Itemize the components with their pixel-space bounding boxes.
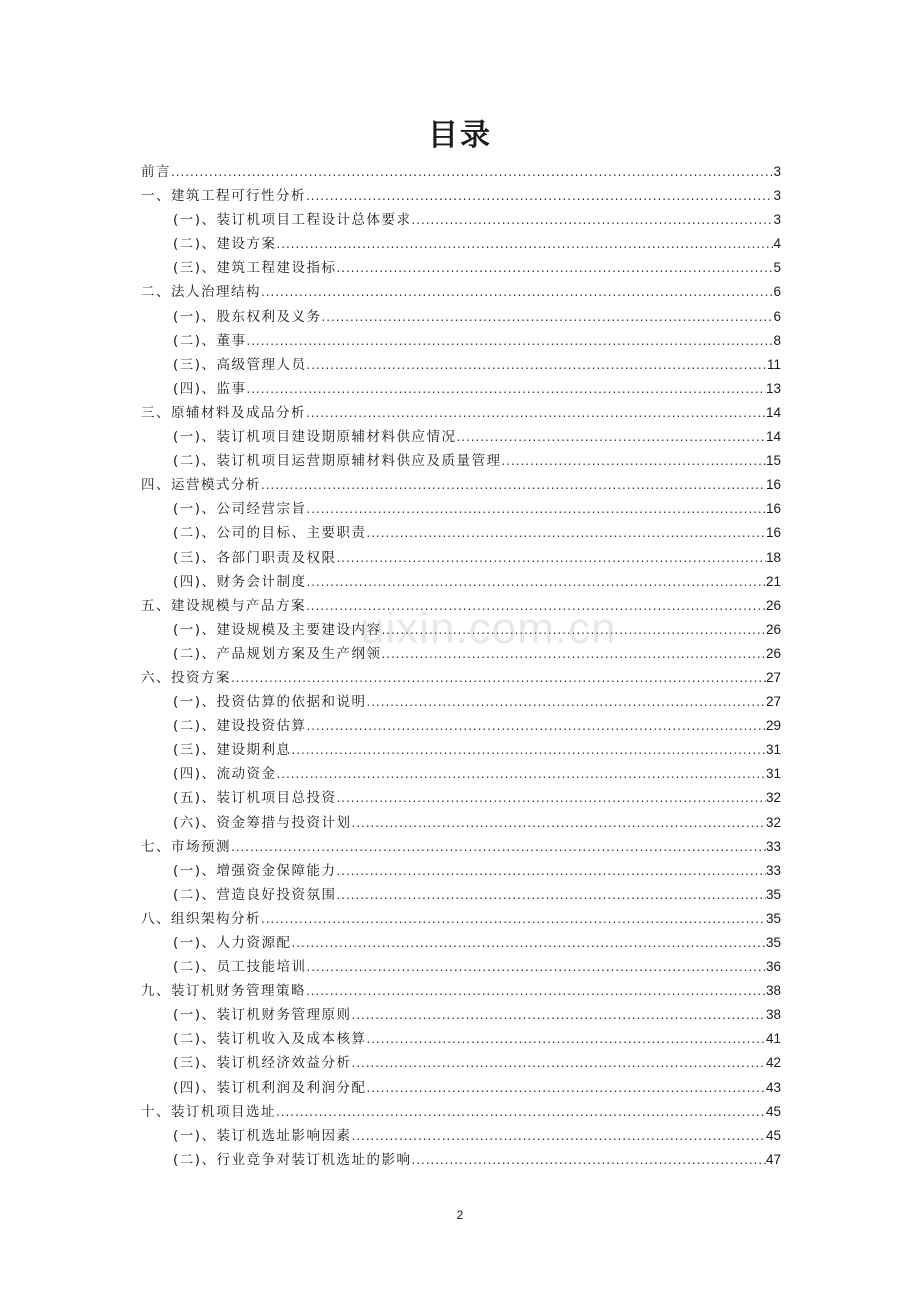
toc-dot-leader [261,473,766,497]
toc-entry[interactable] [141,690,781,714]
toc-entry-page: 41 [765,1031,781,1047]
toc-entry[interactable] [141,1076,781,1100]
toc-entry[interactable] [141,738,781,762]
toc-entry-label: 三、原辅材料及成品分析 [141,404,306,421]
toc-entry-label: (二)、公司的目标、主要职责 [173,525,367,542]
toc-dot-leader [307,570,766,594]
toc-entry-page: 38 [765,983,781,999]
toc-dot-leader [352,1124,766,1148]
toc-entry-page: 16 [765,525,781,541]
toc-dot-leader [382,642,766,666]
page-title: 目录 [428,118,492,153]
toc-dot-leader [457,425,766,449]
toc-dot-leader [337,883,766,907]
toc-entry-page: 3 [773,212,781,228]
toc-entry-label: (二)、员工技能培训 [173,959,307,976]
toc-entry[interactable] [141,401,781,425]
toc-entry[interactable] [141,762,781,786]
toc-entry[interactable] [141,184,781,208]
toc-entry-label: 七、市场预测 [141,838,231,855]
toc-dot-leader [261,280,773,304]
toc-entry-label: (一)、装订机项目建设期原辅材料供应情况 [173,429,457,446]
toc-entry-label: (三)、建筑工程建设指标 [173,260,337,277]
toc-dot-leader [502,449,766,473]
toc-entry-label: 九、装订机财务管理策略 [141,983,306,1000]
toc-entry-page: 29 [765,718,781,734]
toc-entry-page: 31 [765,742,781,758]
toc-entry-label: (二)、装订机项目运营期原辅材料供应及质量管理 [173,453,502,470]
toc-entry[interactable] [141,1003,781,1027]
toc-dot-leader [292,738,766,762]
toc-dot-leader [231,666,766,690]
toc-entry[interactable] [141,618,781,642]
toc-dot-leader [307,714,766,738]
toc-dot-leader [367,1076,766,1100]
toc-entry-page: 43 [765,1079,781,1095]
toc-entry-label: 六、投资方案 [141,669,231,686]
toc-entry[interactable] [141,835,781,859]
toc-dot-leader [292,931,766,955]
toc-entry[interactable] [141,232,781,256]
toc-entry[interactable] [141,280,781,304]
toc-dot-leader [337,546,766,570]
toc-dot-leader [367,1027,766,1051]
toc-entry-page: 47 [765,1151,781,1167]
toc-entry-page: 26 [765,645,781,661]
toc-dot-leader [352,1051,766,1075]
toc-dot-leader [276,1100,766,1124]
toc-entry-page: 31 [765,766,781,782]
toc-entry-label: 一、建筑工程可行性分析 [141,188,306,205]
toc-entry-label: (一)、公司经营宗旨 [173,501,307,518]
toc-entry-label: (二)、装订机收入及成本核算 [173,1031,367,1048]
toc-entry-label: (一)、人力资源配 [173,935,292,951]
toc-dot-leader [306,979,766,1003]
toc-entry-label: 四、运营模式分析 [141,477,261,494]
toc-entry-label: (二)、产品规划方案及生产纲领 [173,645,382,662]
toc-entry[interactable] [141,425,781,449]
toc-entry[interactable] [141,714,781,738]
toc-entry[interactable] [141,931,781,955]
toc-entry[interactable] [141,883,781,907]
toc-entry-label: (四)、流动资金 [173,766,277,783]
toc-entry-page: 3 [773,188,781,204]
toc-entry-label: (一)、投资估算的依据和说明 [173,694,367,711]
toc-dot-leader [307,353,767,377]
toc-entry-label: (五)、装订机项目总投资 [173,790,337,807]
toc-entry-label: 八、组织架构分析 [141,910,261,927]
toc-dot-leader [307,955,766,979]
toc-entry-page: 33 [765,838,781,854]
toc-dot-leader [322,305,774,329]
toc-entry[interactable] [141,1124,781,1148]
toc-entry-page: 33 [765,862,781,878]
toc-entry[interactable] [141,1100,781,1124]
toc-entry-label: (四)、监事 [173,380,247,397]
toc-entry-page: 4 [773,236,781,252]
toc-entry-page: 5 [773,260,781,276]
toc-entry-page: 26 [765,597,781,613]
toc-entry-page: 45 [765,1103,781,1119]
toc-entry-page: 18 [765,549,781,565]
toc-entry-label: (一)、增强资金保障能力 [173,862,337,879]
table-of-contents [141,160,781,1172]
toc-entry-page: 6 [773,284,781,300]
toc-dot-leader [306,594,766,618]
toc-entry-page: 11 [766,356,781,372]
toc-entry-page: 16 [765,501,781,517]
toc-dot-leader [277,762,766,786]
toc-entry[interactable] [141,497,781,521]
toc-entry-page: 26 [765,621,781,637]
toc-entry[interactable] [141,955,781,979]
toc-entry-label: (一)、股东权利及义务 [173,308,322,325]
toc-dot-leader [247,329,774,353]
toc-entry[interactable] [141,1051,781,1075]
toc-entry[interactable] [141,353,781,377]
toc-dot-leader [231,835,766,859]
toc-entry-page: 8 [773,332,781,348]
toc-entry-label: (三)、装订机经济效益分析 [173,1055,352,1072]
toc-entry-page: 38 [765,1007,781,1023]
toc-entry-page: 21 [765,573,781,589]
toc-entry-label: (一)、装订机财务管理原则 [173,1007,352,1024]
toc-entry-page: 35 [765,886,781,902]
toc-dot-leader [261,907,766,931]
toc-entry[interactable] [141,160,781,184]
toc-entry-page: 15 [765,453,781,469]
toc-entry[interactable] [141,786,781,810]
toc-entry[interactable] [141,907,781,931]
toc-entry-label: (四)、装订机利润及利润分配 [173,1079,367,1096]
toc-dot-leader [307,497,766,521]
toc-entry-label: 五、建设规模与产品方案 [141,597,306,614]
toc-dot-leader [412,208,774,232]
toc-entry[interactable] [141,546,781,570]
toc-dot-leader [352,811,766,835]
page-number: 2 [456,1208,464,1222]
toc-dot-leader [247,377,766,401]
toc-entry-page: 14 [765,404,781,420]
toc-entry-label: (六)、资金筹措与投资计划 [173,814,352,831]
toc-entry-label: (三)、建设期利息 [173,742,292,759]
toc-entry-label: (三)、高级管理人员 [173,356,307,373]
toc-entry-page: 27 [765,694,781,710]
toc-dot-leader [337,859,766,883]
toc-dot-leader [277,232,774,256]
toc-entry[interactable] [141,305,781,329]
toc-entry[interactable] [141,666,781,690]
toc-dot-leader [367,690,766,714]
toc-entry[interactable] [141,979,781,1003]
toc-entry-label: (四)、财务会计制度 [173,573,307,590]
toc-entry[interactable] [141,473,781,497]
toc-entry[interactable] [141,521,781,545]
toc-entry[interactable] [141,256,781,280]
toc-entry-page: 35 [765,910,781,926]
toc-entry-page: 35 [765,935,781,950]
toc-entry[interactable] [141,208,781,232]
toc-entry-page: 27 [765,669,781,685]
toc-entry[interactable] [141,594,781,618]
toc-dot-leader [412,1148,766,1172]
toc-dot-leader [352,1003,766,1027]
toc-dot-leader [337,786,766,810]
toc-entry-page: 32 [765,790,781,806]
toc-entry-label: (二)、建设投资估算 [173,718,307,735]
toc-entry[interactable] [141,1027,781,1051]
toc-entry-page: 6 [773,308,781,324]
toc-entry-label: (二)、营造良好投资氛围 [173,886,337,903]
toc-entry[interactable] [141,329,781,353]
toc-entry-page: 36 [765,959,781,975]
toc-entry[interactable] [141,377,781,401]
watermark: uixin.com.cn [360,604,617,653]
toc-entry-label: 十、装订机项目选址 [141,1103,276,1120]
toc-entry-page: 14 [765,429,781,445]
toc-dot-leader [337,256,774,280]
toc-dot-leader [306,401,766,425]
toc-entry[interactable] [141,449,781,473]
toc-entry-label: (一)、建设规模及主要建设内容 [173,621,382,638]
toc-entry[interactable] [141,1148,781,1172]
toc-dot-leader [382,618,766,642]
toc-dot-leader [367,521,766,545]
toc-entry-label: 二、法人治理结构 [141,284,261,301]
toc-entry-label: (二)、建设方案 [173,236,277,253]
toc-entry-label: (二)、行业竞争对装订机选址的影响 [173,1151,412,1168]
toc-entry[interactable] [141,642,781,666]
toc-entry-page: 32 [765,814,781,830]
toc-entry-page: 3 [773,164,781,179]
toc-entry-page: 16 [765,477,781,493]
toc-entry-label: (一)、装订机选址影响因素 [173,1127,352,1144]
toc-entry-label: (一)、装订机项目工程设计总体要求 [173,212,412,229]
toc-entry[interactable] [141,570,781,594]
toc-entry[interactable] [141,811,781,835]
toc-dot-leader [171,160,773,184]
toc-entry-label: 前言 [141,164,171,180]
toc-entry-page: 42 [765,1055,781,1071]
toc-dot-leader [306,184,773,208]
toc-entry-label: (三)、各部门职责及权限 [173,549,337,566]
toc-entry[interactable] [141,859,781,883]
toc-entry-page: 13 [765,380,781,396]
toc-entry-page: 45 [765,1127,781,1143]
toc-entry-label: (二)、董事 [173,332,247,349]
